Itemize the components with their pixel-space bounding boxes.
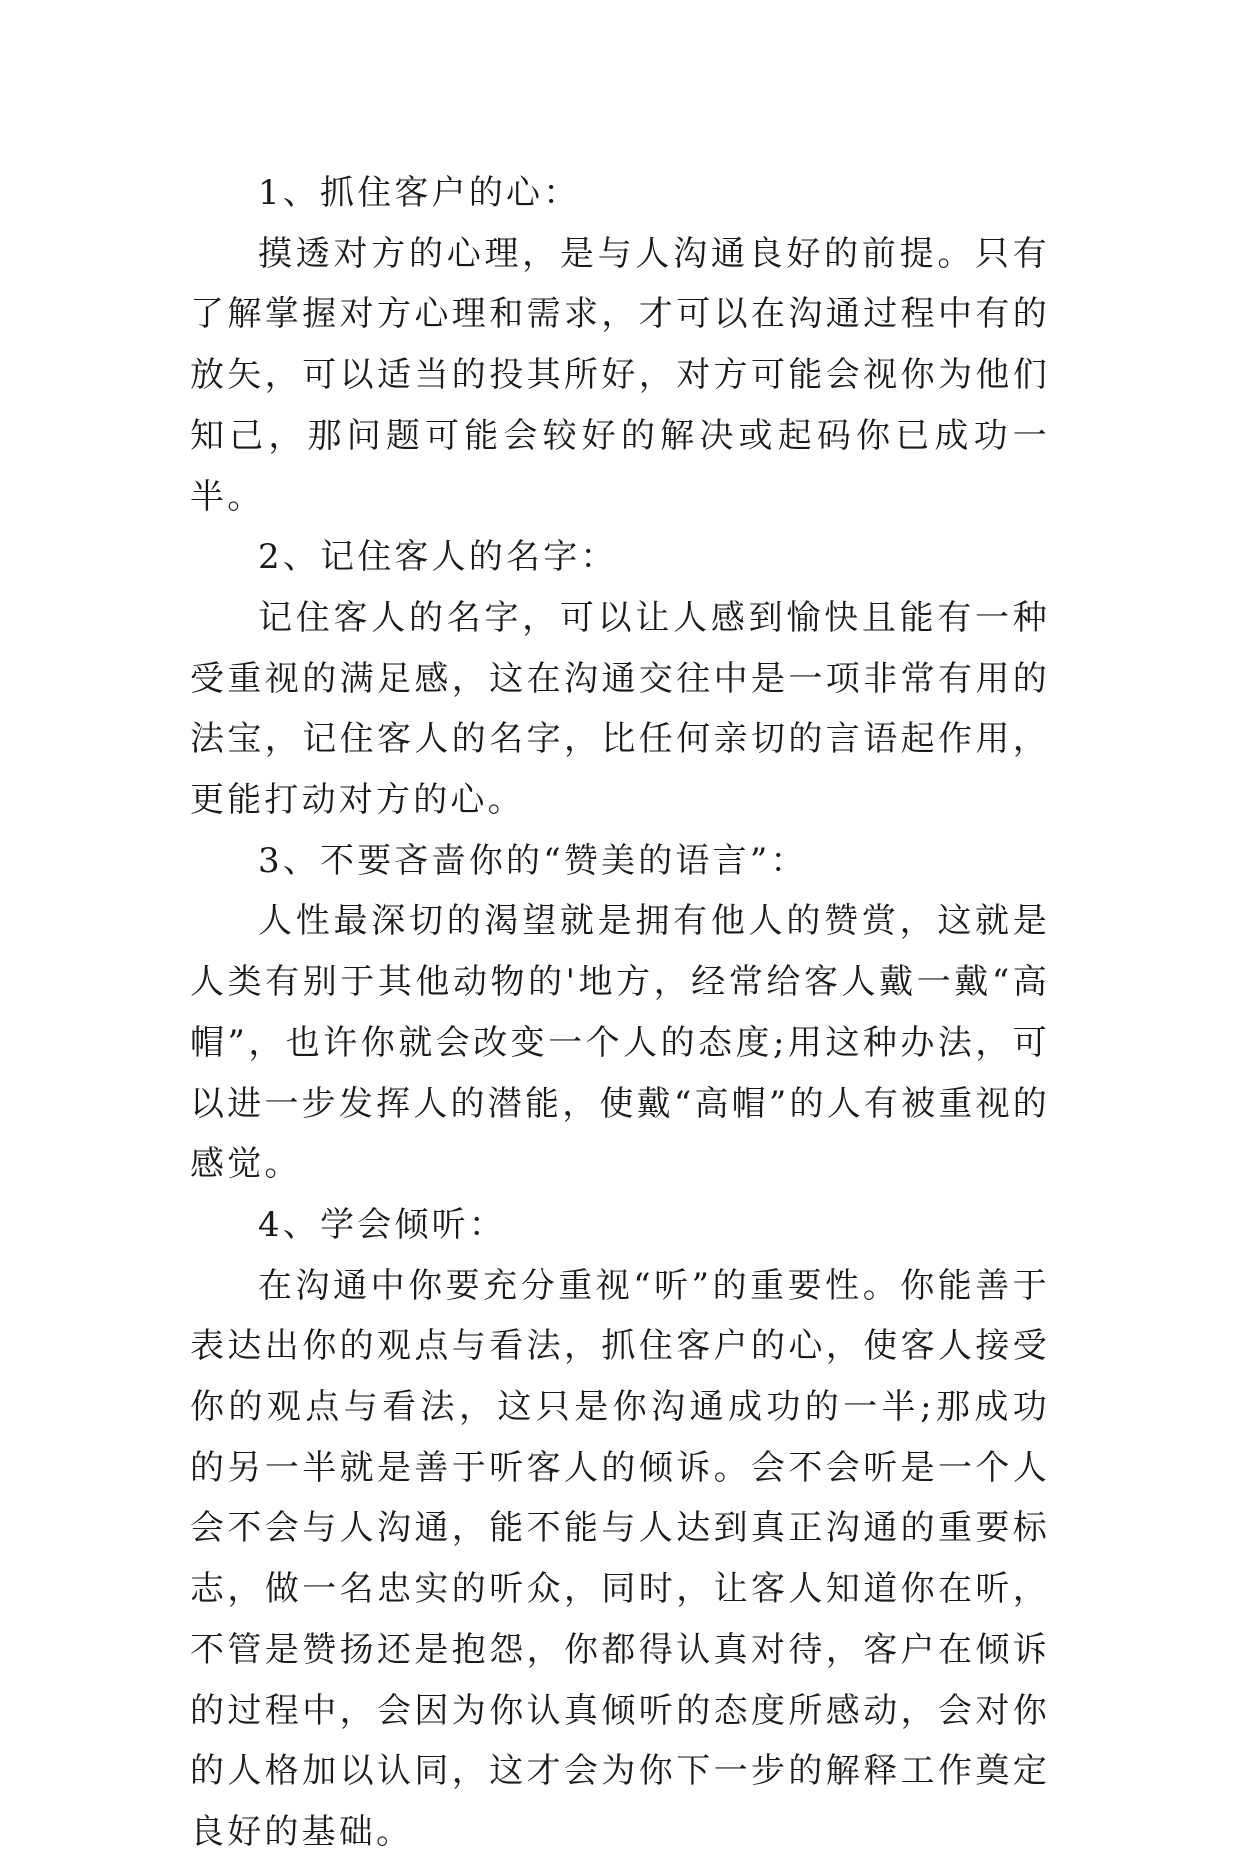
document-body: [190, 163, 1050, 1863]
section-heading-3: 3、不要吝啬你的“赞美的语言”：: [258, 840, 808, 881]
body-paragraph-1: 摸透对方的心理，是与人沟通良好的前提。只有了解掌握对方心理和需求，才可以在沟通过程中有的放矢，可以适当的投其所好，对方可能会视你为他们知己，那问题可能会较好的解决或起码你已成功一半。: [190, 233, 1050, 517]
body-paragraph-4: 在沟通中你要充分重视“听”的重要性。你能善于表达出你的观点与看法，抓住客户的心，使客人接受你的观点与看法，这只是你沟通成功的一半;那成功的另一半就是善于听客人的倾诉。会不会听是一个人会不会与人沟通，能不能与人达到真正沟通的重要标志，做一名忠实的听众，同时，让客人知道你在听，不管是赞扬还是抱怨，你都得认真对待，客户在倾诉的过程中，会因为你认真倾听的态度所感动，会对你的人格加以认同，这才会为你下一步的解释工作奠定良好的基础。: [190, 1265, 1050, 1852]
body-paragraph-3: 人性最深切的渴望就是拥有他人的赞赏，这就是人类有别于其他动物的'地方，经常给客人戴一戴“高帽”，也许你就会改变一个人的态度;用这种办法，可以进一步发挥人的潜能，使戴“高帽”的人有被重视的感觉。: [190, 901, 1050, 1185]
body-paragraph-2: 记住客人的名字，可以让人感到愉快且能有一种受重视的满足感，这在沟通交往中是一项非常有用的法宝，记住客人的名字，比任何亲切的言语起作用，更能打动对方的心。: [190, 597, 1050, 821]
section-heading-4: 4、学会倾听：: [258, 1204, 507, 1245]
section-heading-1: 1、抓住客户的心：: [258, 173, 581, 213]
section-heading-2: 2、记住客人的名字：: [258, 537, 618, 578]
